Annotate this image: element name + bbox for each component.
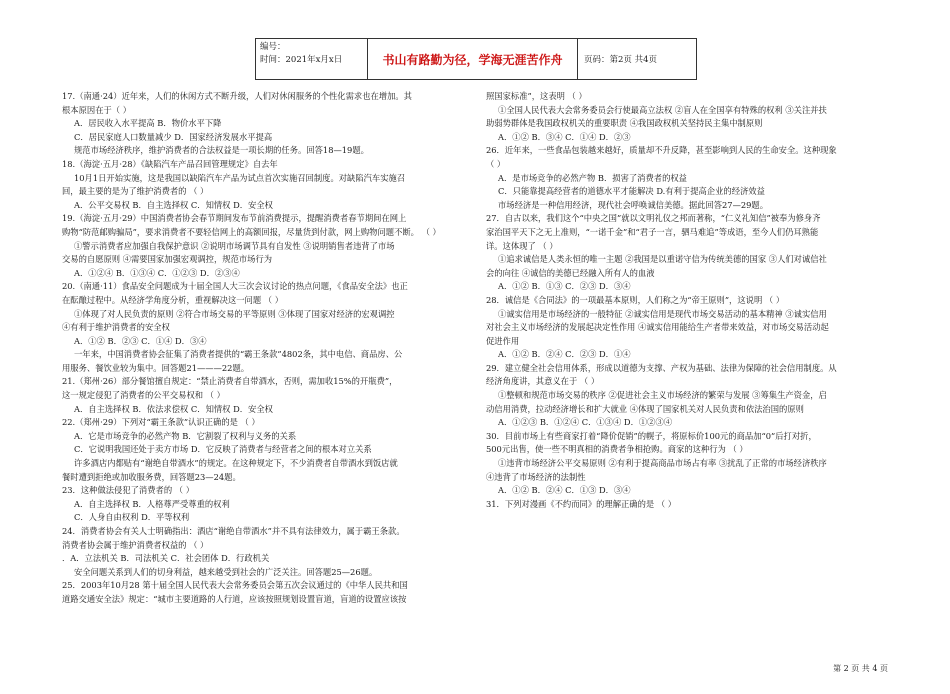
text-line: 31．下列对漫画《不约而同》的理解正确的是 （ ）	[486, 498, 677, 509]
text-line: A．①② B．②④ C．①③ D．③④	[498, 485, 631, 496]
text-line: ①体现了对人民负责的原则 ②符合市场交易的平等原则 ③体现了国家对经济的宏观调控	[74, 308, 395, 319]
text-line: （ ）	[486, 158, 506, 169]
text-line: ①全国人民代表大会常务委员会行使最高立法权 ②盲人在全国享有特殊的权利 ③关注并扶	[498, 104, 827, 115]
text-line: 28．诚信是《合同法》的一项最基本原则，人们称之为“帝王原则”，这说明 （ ）	[486, 294, 785, 305]
text-line: 经济角度讲，其意义在于 （ ）	[486, 376, 600, 387]
text-line: ①追求诚信是人类永恒的唯一主题 ②我国是以重诺守信为传统美德的国家 ③人们对诚信社	[498, 254, 827, 265]
text-line: C．人身自由权利 D．平等权利	[74, 512, 190, 523]
text-line: 这一规定侵犯了消费者的公平交易权和 （ ）	[62, 390, 225, 401]
text-line: 道路交通安全法》规定：“城市主要道路的人行道，应该按照规划设置盲道，盲道的设置应该按	[62, 593, 407, 604]
text-line: A．①② B．①③ C．②③ D．③④	[498, 281, 631, 292]
text-line: 500元出售，使一些不明真相的消费者争相抢购。商家的这种行为 （ ）	[486, 444, 748, 455]
text-line: ①警示消费者应加强自我保护意识 ②说明市场调节具有自发性 ③说明销售者违背了市场	[74, 240, 395, 251]
text-line: A．①② B．②③ C．①④ D．③④	[74, 335, 207, 346]
text-line: 22.（郑州·29）下列对“霸王条款”认识正确的是 （ ）	[62, 417, 260, 428]
text-line: 24．消费者协会有关人士明确指出：酒店“谢绝自带酒水”并不具有法律效力，属于霸王条款。	[62, 526, 405, 536]
text-line: 23．这种做法侵犯了消费者的 （ ）	[62, 485, 194, 496]
text-line: 许多酒店内都贴有“谢绝自带酒水”的规定。在这种规定下，不少消费者自带酒水到饭店就	[74, 458, 398, 469]
text-line: ①违背市场经济公平交易原则 ②有利于提高商品市场占有率 ③扰乱了正常的市场经济秩序	[498, 458, 827, 469]
text-line: A．自主选择权 B．人格尊严受尊重的权利	[74, 498, 230, 509]
text-line: 安全问题关系到人们的切身利益，越来越受到社会的广泛关注。回答题25—26题。	[74, 566, 378, 577]
text-line: A．公平交易权 B．自主选择权 C．知情权 D．安全权	[74, 199, 273, 210]
text-line: 照国家标准”，这表明 （ ）	[486, 91, 587, 101]
text-line: 17.（南通·24）近年来，人们的休闲方式不断升级，人们对休闲服务的个性化需求也在增加。其	[62, 91, 412, 101]
right-column	[486, 90, 891, 511]
text-line: 18.（海淀·五月·28）《缺陷汽车产品召回管理规定》自去年	[62, 158, 278, 169]
text-line: 规范市场经济秩序，维护消费者的合法权益是一项长期的任务。回答18—19题。	[74, 145, 369, 156]
text-line: 10月1日开始实施，这是我国以缺陷汽车产品为试点首次实施召回制度。对缺陷汽车实施召	[74, 172, 406, 183]
text-line: A．①② B．②④ C．②③ D．①④	[498, 349, 631, 360]
text-line: 29．建立健全社会信用体系，形成以道德为支撑、产权为基础、法律为保障的社会信用制度。从	[486, 362, 837, 373]
text-line: 30．目前市场上有些商家打着“降价促销”的幌子，将原标价100元的商品加“0”后打对折，	[486, 430, 817, 441]
text-line: ①诚实信用是市场经济的一般特征 ②诚实信用是现代市场交易活动的基本精神 ③诚实信用	[498, 308, 827, 319]
text-line: 助弱势群体是我国政权机关的重要职责 ④我国政权机关坚持民主集中制原则	[486, 118, 763, 129]
text-line: 在酝酿过程中。从经济学角度分析，重视解决这一问题 （ ）	[62, 294, 283, 305]
text-line: 根本原因在于（ ）	[62, 104, 132, 115]
page-footer: 第 2 页 共 4 页	[833, 664, 888, 673]
text-line: ①整顿和规范市场交易的秩序 ②促进社会主义市场经济的繁荣与发展 ③筹集生产资金，启	[498, 390, 827, 401]
text-line: 餐时遭到拒绝或加收服务费，回答题23—24题。	[62, 471, 241, 482]
text-line: C．居民家庭人口数量减少 D．国家经济发展水平提高	[74, 131, 273, 142]
text-line: ．A．立法机关 B．司法机关 C．社会团体 D．行政机关	[62, 553, 270, 564]
text-line: 27．自古以来，我们这个“中央之国”就以文明礼仪之邦而著称，“仁义礼知信”被奉为修身齐	[486, 213, 821, 224]
left-column	[62, 90, 470, 607]
text-line: 促进作用	[486, 335, 520, 346]
text-line: 19.（海淀·五月·29）中国消费者协会春节期间发布节前消费提示，提醒消费者春节期间在网上	[62, 213, 407, 224]
text-line: A．居民收入水平提高 B．物价水平下降	[74, 118, 222, 129]
text-line: A．①② B．③④ C．①④ D．②③	[498, 131, 631, 142]
text-line: A．自主选择权 B．依法求偿权 C．知情权 D．安全权	[74, 403, 273, 414]
text-line: 消费者协会属于维护消费者权益的 （ ）	[62, 539, 209, 550]
text-line: 市场经济是一种信用经济，现代社会呼唤诚信美德。据此回答27—29题。	[498, 199, 769, 210]
header-box	[255, 38, 697, 80]
text-line: C．只能靠提高经营者的道德水平才能解决 D.有利于提高企业的经济效益	[498, 186, 765, 197]
text-line: 对社会主义市场经济的发展起决定性作用 ④诚实信用能给生产者带来效益，对市场交易活动起	[486, 322, 829, 333]
text-line: 家治国平天下之无上准则，“一诺千金”和“君子一言，驷马难追”等成语，至今人们仍耳熟能	[486, 226, 819, 237]
text-line: 会的向往 ④诚信的美德已经融入所有人的血液	[486, 267, 655, 278]
text-line: C．它说明我国还处于卖方市场 D．它反映了消费者与经营者之间的根本对立关系	[74, 444, 372, 455]
text-line: A．①②③ B．①②④ C．①③④ D．①②③④	[498, 417, 673, 428]
text-line: 25．2003年10月28 第十届全国人民代表大会常务委员会第五次会议通过的《中华人民共和国	[62, 580, 408, 591]
text-line: 21.（郑州·26）部分餐馆擅自规定：“禁止消费者自带酒水，否则，需加收15%的开瓶费”，	[62, 376, 398, 387]
text-line: 用服务、餐饮业较为集中。回答题21———22题。	[62, 362, 250, 373]
text-line: ④违背了市场经济的法制性	[486, 471, 586, 482]
number-label: 编号：	[260, 42, 286, 52]
text-line: 交易的自愿原则 ④需要国家加强宏观调控，规范市场行为	[62, 254, 273, 265]
text-line: ④有利于维护消费者的安全权	[62, 322, 170, 333]
text-line: 详。这体现了 （ ）	[486, 240, 558, 251]
time-label: 时间：2021年x月x日	[260, 55, 343, 65]
page-info: 页码：第2页 共4页	[584, 55, 658, 65]
text-line: 一年来，中国消费者协会征集了消费者提供的“霸王条款”4802条，其中电信、商品房、公	[74, 349, 403, 360]
text-line: 20.（南通·11）食品安全问题成为十届全国人大三次会议讨论的热点问题，《食品安全法》也正	[62, 281, 408, 292]
header-meta	[256, 39, 368, 79]
text-line: A．是市场竞争的必然产物 B．损害了消费者的权益	[498, 172, 687, 183]
text-line: 回，最主要的是为了维护消费者的 （ ）	[62, 186, 209, 197]
text-line: 动信用消费，拉动经济增长和扩大就业 ④体现了国家机关对人民负责和依法治国的原则	[486, 403, 804, 414]
text-line: A．①②④ B．①③④ C．①②③ D．②③④	[74, 267, 240, 278]
motto: 书山有路勤为径，学海无涯苦作舟	[368, 39, 578, 79]
text-line: 购物“防范邮购骗局”，要求消费者不要轻信网上的高额回报，尽量货到付款，网上购物问题不断。 （ ）	[62, 226, 441, 237]
text-line: 26．近年来，一些食品包装越来越好，质量却不升反降，甚至影响到人民的生命安全。这种现象	[486, 145, 837, 156]
text-line: A．它是市场竞争的必然产物 B．它割裂了权利与义务的关系	[74, 430, 297, 441]
